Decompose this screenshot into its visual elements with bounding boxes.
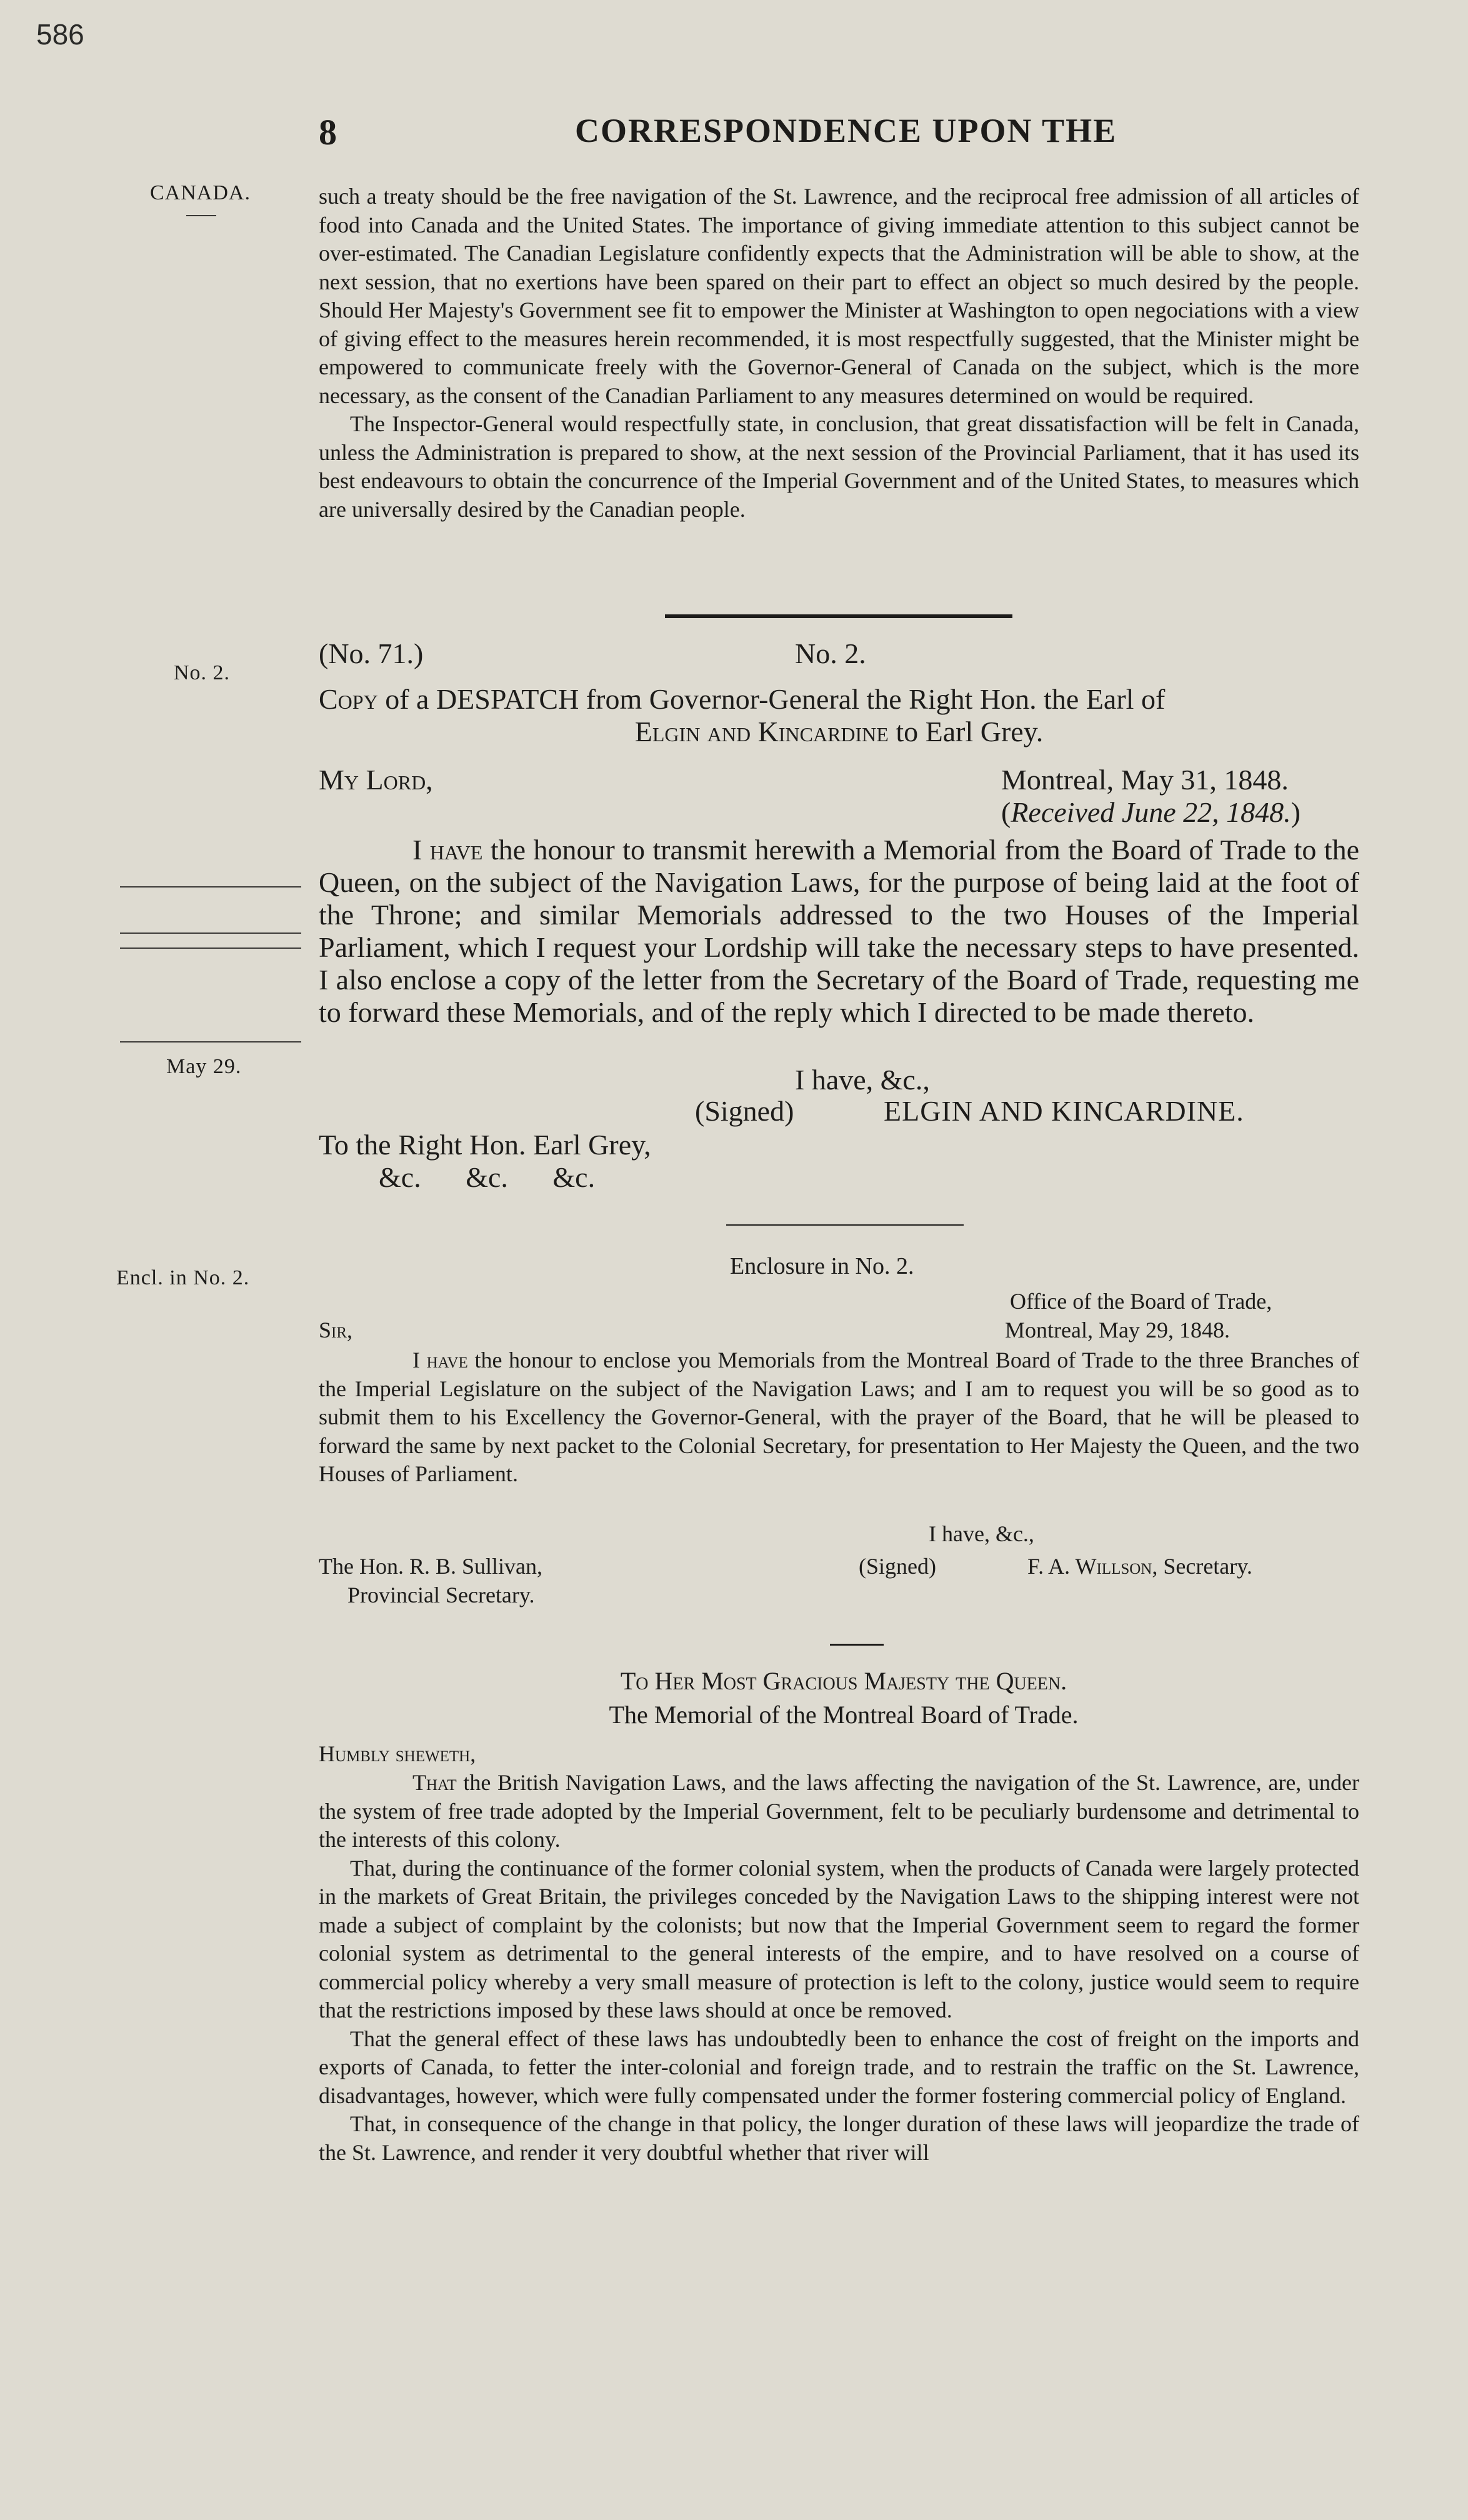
section-rule (830, 1644, 884, 1646)
margin-line (120, 886, 301, 888)
memorial-sheweth: Humbly sheweth, (319, 1741, 476, 1766)
despatch-number: No. 2. (795, 638, 866, 669)
intro-paragraph-1: such a treaty should be the free navigation of the St. Lawrence, and the reciprocal free admission of all articles of food into Canada and the United States. The importance of giving immediate attention to this subject cannot be over-estimated. The Canadian Legislature confidently expects that the Administration will be able to show, at the next session, that no exertions have been spared on their part to effect an object so much desired by the people. Should Her Majesty's Government see fit to empower the Minister at Washington to open negociations with a view of giving effect to the measures herein recommended, it is most respectfully suggested, that the Minister might be empowered to communicate freely with the Governor-General of Canada on the subject, which is the more necessary, as the consent of the Canadian Parliament to any measures determined on would be required. (319, 184, 1359, 408)
enclosure-signed: (Signed) (859, 1554, 936, 1579)
despatch-etc: &c. &c. &c. (379, 1161, 596, 1193)
sender-name: Elgin and Kincardine (634, 716, 889, 748)
intro-paragraph-2: The Inspector-General would respectfully state, in conclusion, that great dissatisfaction will be felt in Canada, unless the Administration is prepared to show, at the next session of the Provincial Parliament, that it has used its best endeavours to obtain the concurrence of the Imperial Government and of the United States, to measures which are universally desired by the Canadian people. (319, 411, 1359, 522)
enclosure-signer (1027, 1552, 1252, 1581)
margin-note-canada: CANADA. (150, 181, 251, 204)
memorial-paragraph-4: That, in consequence of the change in that policy, the longer duration of these laws will jeopardize the trade of the St. Lawrence, and render it very doubtful whether that river will (319, 2111, 1359, 2165)
section-rule (665, 614, 1012, 618)
section-rule (726, 1224, 964, 1226)
header-title: CORRESPONDENCE UPON THE (575, 112, 1117, 149)
memorial-title: To Her Most Gracious Majesty the Queen. (620, 1667, 1067, 1695)
header-page-number: 8 (319, 112, 337, 152)
enclosure-closing: I have, &c., (929, 1521, 1034, 1546)
signer-title: Secretary. (1157, 1554, 1252, 1579)
memorial-paragraph-1: the British Navigation Laws, and the laws affecting the navigation of the St. Lawrence, are, under the system of free trade adopted by the Imperial Government, felt to be peculiarly burdensome and detrimental to the interests of this colony. (319, 1770, 1359, 1852)
despatch-signer: ELGIN AND KINCARDINE. (884, 1095, 1244, 1127)
page-number: 586 (36, 18, 84, 51)
margin-line (120, 948, 301, 949)
copy-label: Copy (319, 683, 378, 715)
enclosure-salutation: Sir, (319, 1318, 353, 1342)
enclosure-date: Montreal, May 29, 1848. (1005, 1318, 1230, 1342)
margin-line (120, 932, 301, 934)
enclosure-opening: I have (412, 1348, 468, 1372)
margin-line (120, 1041, 301, 1042)
body-text: the honour to transmit herewith a Memorial from the Board of Trade to the Queen, on the subject of the Navigation Laws, for the purpose of being laid at the foot of the Throne; and similar Memorials addressed to the two Houses of the Imperial Parliament, which I request your Lordship will take the necessary steps to have presented. I also enclose a copy of the letter from the Secretary of the Board of Trade, requesting me to forward these Memorials, and of the reply which I directed to be made thereto. (319, 834, 1359, 1028)
despatch-place-date: Montreal, May 31, 1848. (1001, 764, 1289, 796)
margin-note-may29: May 29. (166, 1055, 242, 1078)
memorial-subtitle: The Memorial of the Montreal Board of Trade. (609, 1701, 1079, 1729)
enclosure-body (319, 1346, 1359, 1489)
enclosure-office: Office of the Board of Trade, (1010, 1289, 1272, 1314)
despatch-title (319, 683, 1359, 748)
body-opening: I have (412, 834, 483, 866)
memorial-paragraph-2: That, during the continuance of the former colonial system, when the products of Canada were largely protected in the markets of Great Britain, the privileges conceded by the Navigation Laws to the shipping interest were not made a subject of complaint by the colonists; but now that the Imperial Government seem to regard the former colonial system as detrimental to the general interests of the empire, and to have resolved on a course of commercial policy whereby a very small measure of protection is left to the colony, justice would seem to require that the restrictions imposed by these laws should at once be removed. (319, 1855, 1359, 2022)
margin-note-enclosure: Encl. in No. 2. (116, 1266, 250, 1289)
enclosure-text: the honour to enclose you Memorials from the Montreal Board of Trade to the three Branches of the Imperial Legislature on the subject of the Navigation Laws; and I am to request you will be so good as to submit them to his Excellency the Governor-General, with the prayer of the Board, that he will be pleased to forward the same by next packet to the Colonial Secretary, for presentation to Her Majesty the Queen, and the two Houses of Parliament. (319, 1348, 1360, 1486)
despatch-salutation: My Lord, (319, 764, 433, 796)
despatch-reference: (No. 71.) (319, 638, 424, 669)
received-text: Received June 22, 1848. (1011, 796, 1291, 828)
memorial-paragraph-3: That the general effect of these laws has undoubtedly been to enhance the cost of freight on the imports and exports of Canada, to fetter the inter-colonial and foreign trade, and to restrain the traffic on the St. Lawrence, disadvantages, however, which were fully compensated under the former fostering commercial policy of England. (319, 2026, 1359, 2108)
margin-dash (186, 215, 216, 216)
despatch-closing: I have, &c., (795, 1064, 930, 1096)
intro-section (319, 182, 1359, 524)
memorial-opening: That (412, 1770, 457, 1795)
enclosure-addressee-title: Provincial Secretary. (347, 1582, 535, 1608)
despatch-signed: (Signed) (695, 1095, 794, 1127)
despatch-received: (Received June 22, 1848.) (1001, 796, 1301, 828)
title-line-2: to Earl Grey. (888, 716, 1044, 748)
despatch-addressee: To the Right Hon. Earl Grey, (319, 1129, 651, 1161)
despatch-body (319, 834, 1359, 1029)
signer-name: F. A. Willson, (1027, 1554, 1158, 1579)
enclosure-addressee: The Hon. R. B. Sullivan, (319, 1554, 542, 1579)
title-line-1: of a DESPATCH from Governor-General the Right Hon. the Earl of (377, 683, 1166, 715)
margin-note-no2: No. 2. (174, 661, 231, 684)
memorial-body (319, 1769, 1359, 2167)
enclosure-heading: Enclosure in No. 2. (730, 1253, 914, 1279)
